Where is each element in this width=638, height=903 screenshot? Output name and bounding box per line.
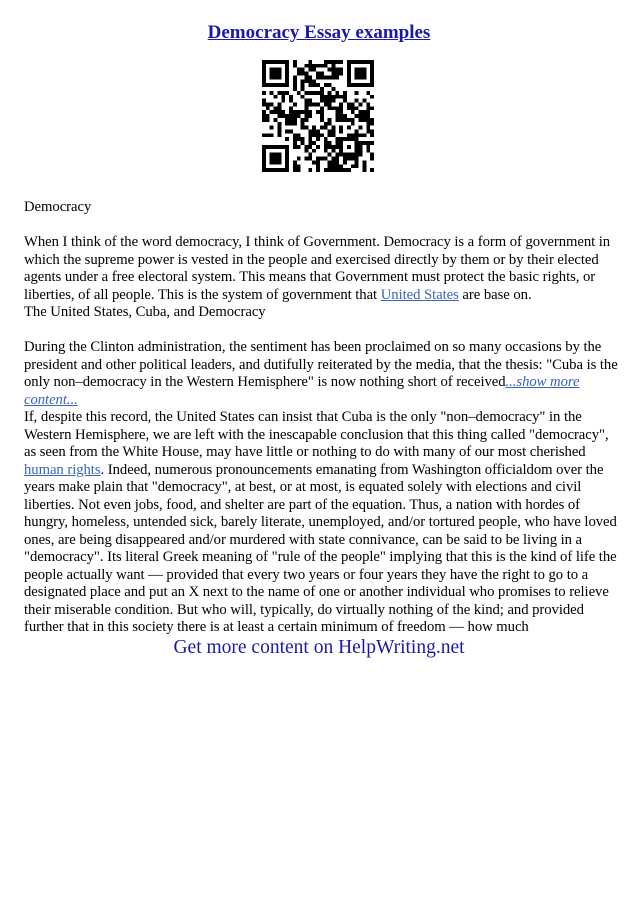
paragraph-2-text: During the Clinton administration, the sentiment has been proclaimed on so many occasions by the president and other political leaders, and dutifully reiterated by the media, that the thesis: "Cuba is the only non–democracy in the Western Hemisphere" is now nothing short of received	[24, 339, 618, 390]
spacer	[24, 217, 620, 235]
human-rights-link[interactable]: human rights	[24, 461, 101, 478]
footer	[0, 637, 638, 659]
paragraph-1-text: When I think of the word democracy, I think of Government. Democracy is a form of government in which the supreme power is vested in the people and exercised directly by them or by their elected agents under a free electoral system. This means that Government must protect the basic rights, or liberties, of all people. This is the system of government that	[24, 234, 611, 303]
paragraph-1	[24, 234, 620, 304]
paragraph-3	[24, 409, 620, 637]
qr-code-icon	[262, 60, 374, 172]
paragraph-2	[24, 339, 620, 409]
paragraph-1-tail: The United States, Cuba, and Democracy	[24, 304, 266, 320]
title-link[interactable]: Democracy Essay examples	[207, 22, 431, 43]
spacer	[24, 322, 620, 340]
qr-code-graphic	[262, 60, 374, 172]
paragraph-3-text: If, despite this record, the United States can insist that Cuba is the only "non–democracy" in the Western Hemisphere, we are left with the inescapable conclusion that this thing called "democracy", as seen from the White House, may have little or nothing to do with many of our most cherished	[24, 409, 609, 460]
paragraph-1-end: are base on.	[458, 286, 532, 303]
page-title	[0, 22, 638, 44]
paragraph-3-end: . Indeed, numerous pronouncements emanating from Washington officialdom over the years make plain that "democracy", at best, or at most, is equated solely with elections and civil liberties. Not even jobs, food, and shelter are part of the equation. Thus, a nation with hordes of hungry, homeless, untended sick, barely literate, unemployed, and/or tortured people, who have loved ones, are being disappeared and/or murdered with state connivance, can be said to be living in a "democracy". Its literal Greek meaning of "rule of the people" implying that this is the kind of life the people actually want — provided that every two years or four years they have the right to go to a designated place and put an X next to the name of one or another individual who promises to relieve their miserable condition. But who will, typically, do virtually nothing of the kind; and provided further that in this society there is at least a certain minimum of freedom — how much	[24, 461, 617, 635]
show-more-link[interactable]: ...show more content...	[24, 374, 580, 408]
helpwriting-link[interactable]: Get more content on HelpWriting.net	[173, 637, 465, 658]
united-states-link[interactable]: United States	[380, 286, 459, 303]
essay-body	[24, 199, 620, 637]
section-heading: Democracy	[24, 199, 92, 215]
